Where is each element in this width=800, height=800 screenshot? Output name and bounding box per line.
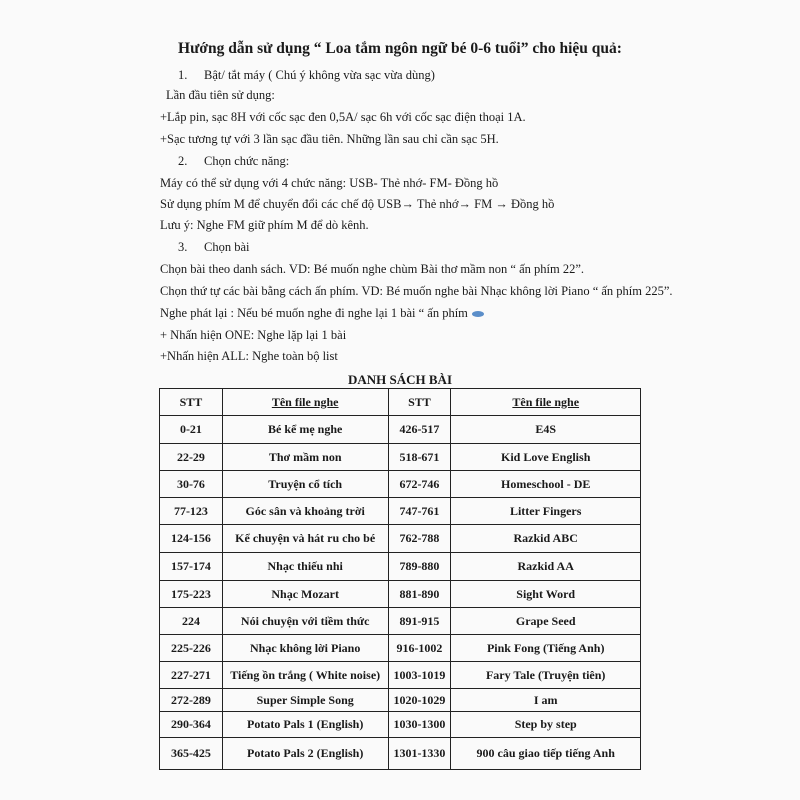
- table-row: [160, 444, 641, 471]
- section-number: 1.: [178, 68, 188, 82]
- cell-file-name: Nói chuyện với tiềm thức: [222, 608, 388, 635]
- choose-line-4: + Nhấn hiện ONE: Nghe lặp lại 1 bài: [160, 328, 347, 342]
- cell-stt: 365-425: [160, 738, 223, 770]
- table-header-row: [160, 389, 641, 416]
- table-row: [160, 471, 641, 498]
- section-number: 3.: [178, 240, 188, 254]
- cell-file-name: Nhạc Mozart: [222, 581, 388, 608]
- cell-file-name: Kid Love English: [451, 444, 641, 471]
- cell-stt: 672-746: [388, 471, 451, 498]
- cell-stt: 1030-1300: [388, 712, 451, 738]
- song-list-title: DANH SÁCH BÀI: [347, 372, 452, 387]
- cell-file-name: Potato Pals 1 (English): [222, 712, 388, 738]
- cell-file-name: Góc sân và khoảng trời: [222, 498, 388, 525]
- section-3-heading: [178, 240, 249, 255]
- cell-file-name: Truyện cổ tích: [222, 471, 388, 498]
- table-row: [160, 635, 641, 662]
- arrow-right-icon: →: [401, 197, 414, 211]
- table-row: [160, 712, 641, 738]
- cell-stt: 518-671: [388, 444, 451, 471]
- table-row: [160, 553, 641, 581]
- first-use-heading: Lần đầu tiên sử dụng:: [166, 88, 275, 102]
- song-list-table: [159, 388, 641, 770]
- function-text-a: Sử dụng phím M để chuyển đổi các chế độ USB: [160, 197, 402, 211]
- cell-stt: 916-1002: [388, 635, 451, 662]
- document-title: Hướng dẫn sử dụng “ Loa tắm ngôn ngữ bé 0-6 tuổi” cho hiệu quả:: [178, 40, 622, 57]
- first-use-line-1: +Lắp pin, sạc 8H với cốc sạc đen 0,5A/ sạc 6h với cốc sạc điện thoại 1A.: [160, 110, 526, 124]
- section-2-heading: [178, 154, 289, 169]
- function-text-c: FM: [471, 197, 496, 211]
- choose-line-3-text: Nghe phát lại : Nếu bé muốn nghe đi nghe lại 1 bài “ ấn phím: [160, 306, 468, 320]
- table-row: [160, 689, 641, 712]
- cell-file-name: I am: [451, 689, 641, 712]
- cell-file-name: Razkid ABC: [451, 525, 641, 553]
- cell-file-name: Nhạc thiếu nhi: [222, 553, 388, 581]
- repeat-key-icon: [472, 311, 484, 317]
- cell-file-name: Pink Fong (Tiếng Anh): [451, 635, 641, 662]
- cell-file-name: Kể chuyện và hát ru cho bé: [222, 525, 388, 553]
- cell-stt: 77-123: [160, 498, 223, 525]
- cell-stt: 426-517: [388, 416, 451, 444]
- cell-stt: 22-29: [160, 444, 223, 471]
- function-text-b: Thẻ nhớ: [413, 197, 459, 211]
- section-text: Chọn chức năng:: [204, 154, 290, 168]
- table-row: [160, 662, 641, 689]
- cell-file-name: Super Simple Song: [222, 689, 388, 712]
- cell-file-name: Tiếng ồn trắng ( White noise): [222, 662, 388, 689]
- table-row: [160, 416, 641, 444]
- choose-line-2: Chọn thứ tự các bài bằng cách ấn phím. VD: Bé muốn nghe bài Nhạc không lời Piano “ ấn phím 225”.: [160, 284, 673, 298]
- function-line-3: Lưu ý: Nghe FM giữ phím M để dò kênh.: [160, 218, 369, 232]
- section-1-heading: [178, 68, 435, 83]
- cell-stt: 789-880: [388, 553, 451, 581]
- cell-file-name: Litter Fingers: [451, 498, 641, 525]
- cell-file-name: Nhạc không lời Piano: [222, 635, 388, 662]
- cell-file-name: Homeschool - DE: [451, 471, 641, 498]
- cell-stt: 1301-1330: [388, 738, 451, 770]
- table-row: [160, 581, 641, 608]
- cell-file-name: E4S: [451, 416, 641, 444]
- table-row: [160, 498, 641, 525]
- section-text: Bật/ tắt máy ( Chú ý không vừa sạc vừa dùng): [204, 68, 435, 82]
- cell-stt: 272-289: [160, 689, 223, 712]
- cell-file-name: Step by step: [451, 712, 641, 738]
- choose-line-3: [160, 306, 484, 321]
- function-text-d: Đồng hồ: [507, 197, 555, 211]
- cell-stt: 227-271: [160, 662, 223, 689]
- cell-stt: 225-226: [160, 635, 223, 662]
- cell-file-name: Grape Seed: [451, 608, 641, 635]
- header-file-name: Tên file nghe: [222, 389, 388, 416]
- cell-file-name: Potato Pals 2 (English): [222, 738, 388, 770]
- cell-file-name: Thơ mầm non: [222, 444, 388, 471]
- cell-stt: 124-156: [160, 525, 223, 553]
- cell-file-name: Sight Word: [451, 581, 641, 608]
- section-number: 2.: [178, 154, 188, 168]
- table-row: [160, 738, 641, 770]
- cell-file-name: Fary Tale (Truyện tiên): [451, 662, 641, 689]
- choose-line-5: +Nhấn hiện ALL: Nghe toàn bộ list: [160, 349, 338, 363]
- section-text: Chọn bài: [204, 240, 250, 254]
- cell-file-name: Bé kể mẹ nghe: [222, 416, 388, 444]
- cell-stt: 1003-1019: [388, 662, 451, 689]
- table-row: [160, 525, 641, 553]
- cell-stt: 762-788: [388, 525, 451, 553]
- arrow-right-icon: →: [495, 197, 508, 211]
- cell-stt: 30-76: [160, 471, 223, 498]
- cell-stt: 157-174: [160, 553, 223, 581]
- cell-stt: 290-364: [160, 712, 223, 738]
- cell-stt: 224: [160, 608, 223, 635]
- function-line-2: [160, 197, 554, 212]
- first-use-line-2: +Sạc tương tự với 3 lần sạc đầu tiên. Những lần sau chỉ cần sạc 5H.: [160, 132, 499, 146]
- cell-file-name: 900 câu giao tiếp tiếng Anh: [451, 738, 641, 770]
- header-file-name: Tên file nghe: [451, 389, 641, 416]
- cell-stt: 891-915: [388, 608, 451, 635]
- cell-file-name: Razkid AA: [451, 553, 641, 581]
- cell-stt: 0-21: [160, 416, 223, 444]
- header-stt: STT: [160, 389, 223, 416]
- header-stt: STT: [388, 389, 451, 416]
- choose-line-1: Chọn bài theo danh sách. VD: Bé muốn nghe chùm Bài thơ mầm non “ ấn phím 22”.: [160, 262, 585, 276]
- cell-stt: 175-223: [160, 581, 223, 608]
- arrow-right-icon: →: [458, 197, 472, 211]
- table-row: [160, 608, 641, 635]
- cell-stt: 1020-1029: [388, 689, 451, 712]
- cell-stt: 747-761: [388, 498, 451, 525]
- cell-stt: 881-890: [388, 581, 451, 608]
- function-line-1: Máy có thể sử dụng với 4 chức năng: USB- Thẻ nhớ- FM- Đồng hồ: [160, 176, 499, 190]
